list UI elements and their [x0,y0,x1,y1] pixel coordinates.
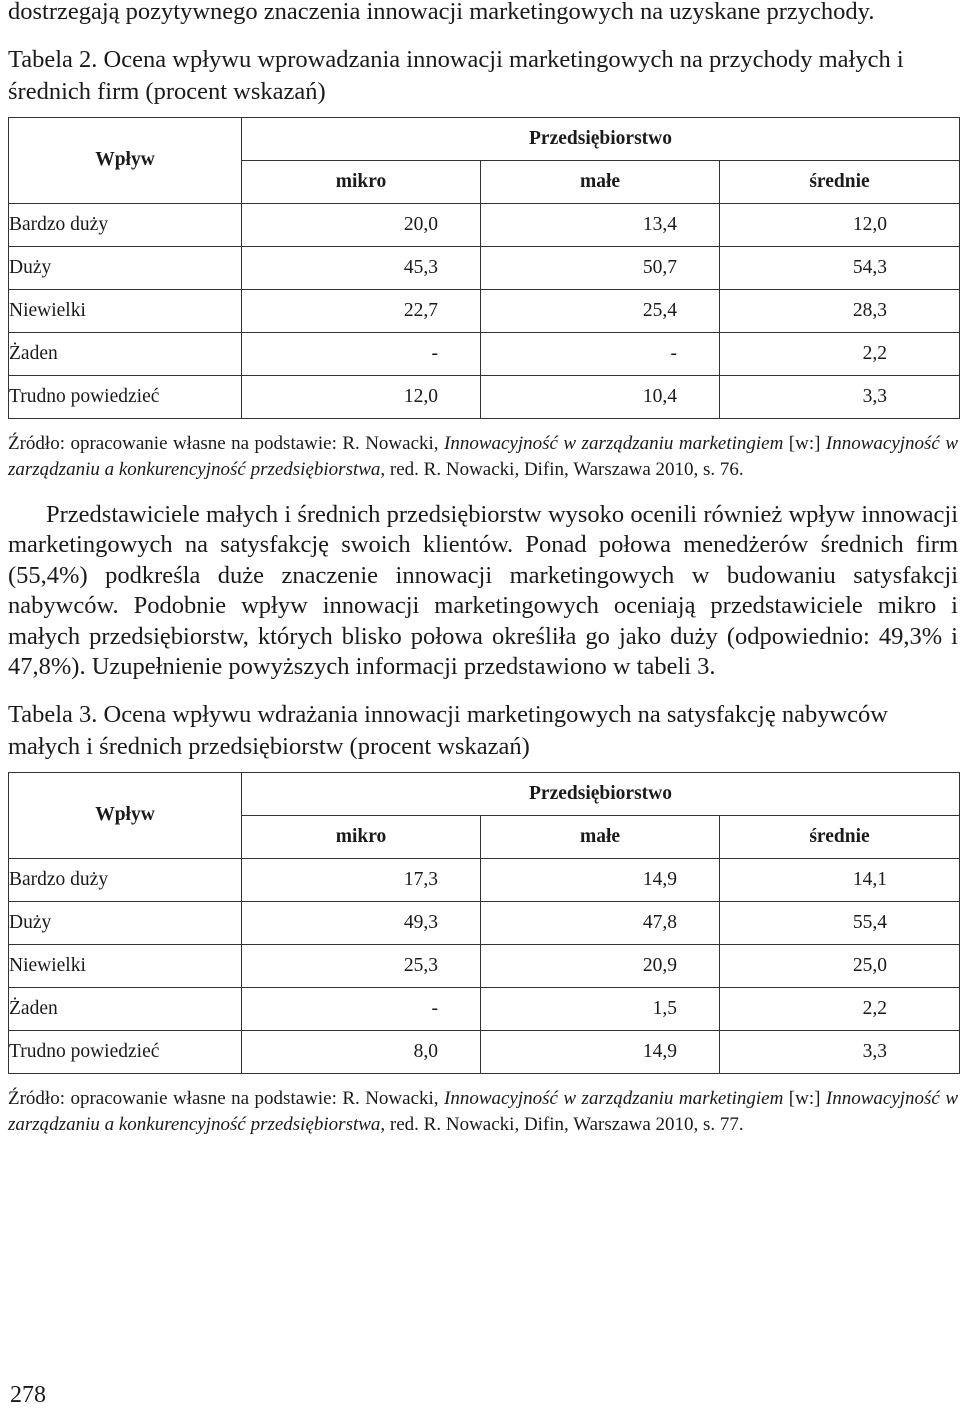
cell-small: 14,9 [481,858,720,901]
source-suffix: , red. R. Nowacki, Difin, Warszawa 2010, s. 76. [380,458,744,480]
table2 [8,117,960,419]
cell-medium: 12,0 [720,203,960,246]
table2-caption: Tabela 2. Ocena wpływu wprowadzania innowacji marketingowych na przychody małych i średnich firm (procent wskazań) [8,45,904,105]
row-label: Duży [9,246,242,289]
row-label: Żaden [9,987,242,1030]
cell-micro: 22,7 [242,289,481,332]
cell-medium: 3,3 [720,375,960,418]
table2-header-company: Przedsiębiorstwo [242,117,960,160]
table2-source [8,431,958,483]
table3-header-company: Przedsiębiorstwo [242,772,960,815]
source-title: Innowacyjność w zarządzaniu marketingiem [444,432,784,454]
cell-micro: 17,3 [242,858,481,901]
table3-source [8,1086,958,1138]
cell-medium: 54,3 [720,246,960,289]
table-row [9,944,960,987]
table3-col-micro: mikro [242,815,481,858]
cell-micro: - [242,332,481,375]
row-label: Trudno powiedzieć [9,1030,242,1073]
table-row [9,289,960,332]
table2-header-impact: Wpływ [9,117,242,203]
table3 [8,772,960,1074]
cell-medium: 28,3 [720,289,960,332]
table-row [9,246,960,289]
table-row [9,332,960,375]
cell-medium: 14,1 [720,858,960,901]
table-row [9,858,960,901]
cell-micro: 45,3 [242,246,481,289]
row-label: Bardzo duży [9,203,242,246]
source-mid: [w:] [783,432,826,454]
table2-col-medium: średnie [720,160,960,203]
cell-small: 50,7 [481,246,720,289]
cell-small: 14,9 [481,1030,720,1073]
cell-micro: 25,3 [242,944,481,987]
cell-medium: 55,4 [720,901,960,944]
source-title: Innowacyjność w zarządzaniu a konkurencyjność przedsiębiorstwa [8,1087,958,1135]
cell-medium: 2,2 [720,987,960,1030]
source-title: Innowacyjność w zarządzaniu marketingiem [444,1087,784,1109]
cell-micro: 20,0 [242,203,481,246]
cell-small: 13,4 [481,203,720,246]
row-label: Duży [9,901,242,944]
source-suffix: , red. R. Nowacki, Difin, Warszawa 2010, s. 77. [380,1113,744,1135]
source-prefix: Źródło: opracowanie własne na podstawie: R. Nowacki, [8,1087,444,1109]
table-row [9,1030,960,1073]
row-label: Niewielki [9,289,242,332]
table2-col-small: małe [481,160,720,203]
source-mid: [w:] [783,1087,826,1109]
row-label: Bardzo duży [9,858,242,901]
table-row [9,987,960,1030]
cell-medium: 25,0 [720,944,960,987]
table3-col-medium: średnie [720,815,960,858]
cell-micro: 12,0 [242,375,481,418]
row-label: Trudno powiedzieć [9,375,242,418]
cell-small: 47,8 [481,901,720,944]
cell-micro: - [242,987,481,1030]
source-prefix: Źródło: opracowanie własne na podstawie: R. Nowacki, [8,432,444,454]
row-label: Niewielki [9,944,242,987]
table-row [9,375,960,418]
page-number: 278 [10,1382,46,1408]
table-row [9,901,960,944]
cell-small: - [481,332,720,375]
table-row [9,203,960,246]
cell-micro: 49,3 [242,901,481,944]
table3-col-small: małe [481,815,720,858]
cell-small: 25,4 [481,289,720,332]
cell-medium: 3,3 [720,1030,960,1073]
cell-medium: 2,2 [720,332,960,375]
cell-micro: 8,0 [242,1030,481,1073]
intro-text: dostrzegają pozytywnego znaczenia innowacji marketingowych na uzyskane przychody. [8,0,875,25]
source-title: Innowacyjność w zarządzaniu a konkurencyjność przedsiębiorstwa [8,432,958,480]
row-label: Żaden [9,332,242,375]
cell-small: 10,4 [481,375,720,418]
table3-header-impact: Wpływ [9,772,242,858]
cell-small: 1,5 [481,987,720,1030]
table2-col-micro: mikro [242,160,481,203]
cell-small: 20,9 [481,944,720,987]
body-paragraph: Przedstawiciele małych i średnich przedsiębiorstw wysoko ocenili również wpływ innowacji marketingowych na satysfakcję swoich klientów. Ponad połowa menedżerów średnich firm (55,4%) podkreśla duże znaczenie innowacji marketingowych w budowaniu satysfakcji nabywców. Podobnie wpływ innowacji marketingowych oceniają przedstawiciele mikro i małych przedsiębiorstw, których blisko połowa określiła go jako duży (odpowiednio: 49,3% i 47,8%). Uzupełnienie powyższych informacji przedstawiono w tabeli 3. [8,500,958,680]
document-page [8,0,958,1138]
table3-caption: Tabela 3. Ocena wpływu wdrażania innowacji marketingowych na satysfakcję nabywców małych i średnich przedsiębiorstw (procent wskazań) [8,700,888,760]
